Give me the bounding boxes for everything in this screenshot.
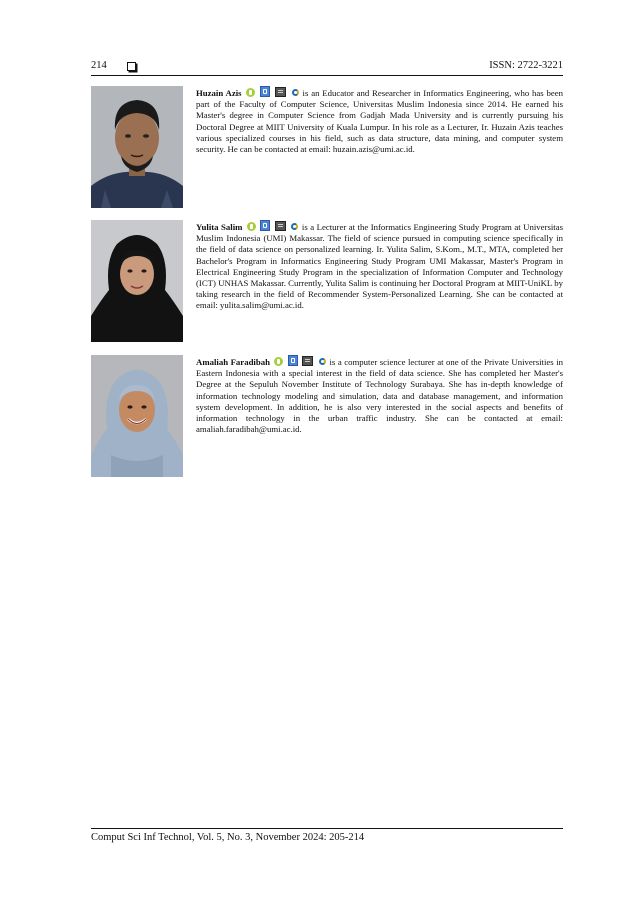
scopus-icon[interactable]: [275, 221, 286, 231]
scopus-icon[interactable]: [275, 87, 286, 97]
author-bio-yulita-salim: [91, 220, 563, 342]
google-scholar-icon[interactable]: [260, 86, 270, 97]
author-bio-amaliah-faradibah: [91, 355, 563, 477]
footer-rule: [91, 828, 563, 829]
author-bio-body: is a Lecturer at the Informatics Engineering Study Program at Universitas Muslim Indonesia (UMI) Makassar. The field of science pursued in computing science specifically in the field of data science on personalized learning. Ir. Yulita Salim, S.Kom., M.T., MTA, completed her Bachelor's Program in Informatics Engineering Study Program UMI Makassar, Master's Program in Electrical Engineering Study Program in the specialization of Information Computer and Technology (ICT) UNHAS Makassar. Currently, Yulita Salim is continuing her Doctoral Program at MIIT-UniKL by taking research in the field of Recommender System-Personalized Learning. She can be contacted at email: yulita.salim@umi.ac.id.: [196, 222, 564, 311]
orcid-icon[interactable]: [274, 357, 283, 366]
publons-icon[interactable]: [318, 357, 327, 366]
author-bio-text: [196, 86, 563, 155]
publons-icon[interactable]: [290, 222, 299, 231]
orcid-icon[interactable]: [246, 88, 255, 97]
author-name: Amaliah Faradibah: [196, 357, 270, 367]
page-number: 214: [91, 60, 107, 71]
author-photo: [91, 355, 183, 477]
google-scholar-icon[interactable]: [260, 220, 270, 231]
author-bio-huzain-azis: [91, 86, 563, 208]
author-name: Huzain Azis: [196, 88, 242, 98]
page-header: [91, 60, 563, 76]
author-photo: [91, 86, 183, 208]
footer-citation: Comput Sci Inf Technol, Vol. 5, No. 3, November 2024: 205-214: [91, 832, 365, 843]
author-photo: [91, 220, 183, 342]
author-name: Yulita Salim: [196, 222, 243, 232]
scopus-icon[interactable]: [302, 356, 313, 366]
header-rule: [91, 75, 563, 76]
author-bio-body: is an Educator and Researcher in Informatics Engineering, who has been part of the Faculty of Computer Science, Universitas Muslim Indonesia since 2014. He earned his Master's degree in Computer Science from Gadjah Mada University and is currently pursuing his Doctoral Degree at MIIT University of Kuala Lumpur. In his role as a Lecturer, Ir. Huzain Azis teaches various specialized courses in his field, such as data structure, data mining, and computer system security. He can be contacted at email: huzain.azis@umi.ac.id.: [196, 88, 563, 155]
google-scholar-icon[interactable]: [288, 355, 298, 366]
issn-label: ISSN: 2722-3221: [489, 60, 563, 71]
author-bio-body: is a computer science lecturer at one of the Private Universities in Eastern Indonesia with a special interest in the field of data science. She has completed her Master's Degree at the Sepuluh November Institute of Technology Surabaya. She has in-depth knowledge of information technology modeling and simulation, data and database management, and information system development. In addition, he is also very interested in the social aspects and benefits of information technology in the urban traffic industry. She can be contacted at email: amaliah.faradibah@umi.ac.id.: [196, 357, 564, 435]
square-bullet-icon: [127, 62, 136, 71]
orcid-icon[interactable]: [247, 222, 256, 231]
author-bio-text: [196, 355, 563, 435]
author-bio-text: [196, 220, 563, 312]
publons-icon[interactable]: [291, 88, 300, 97]
